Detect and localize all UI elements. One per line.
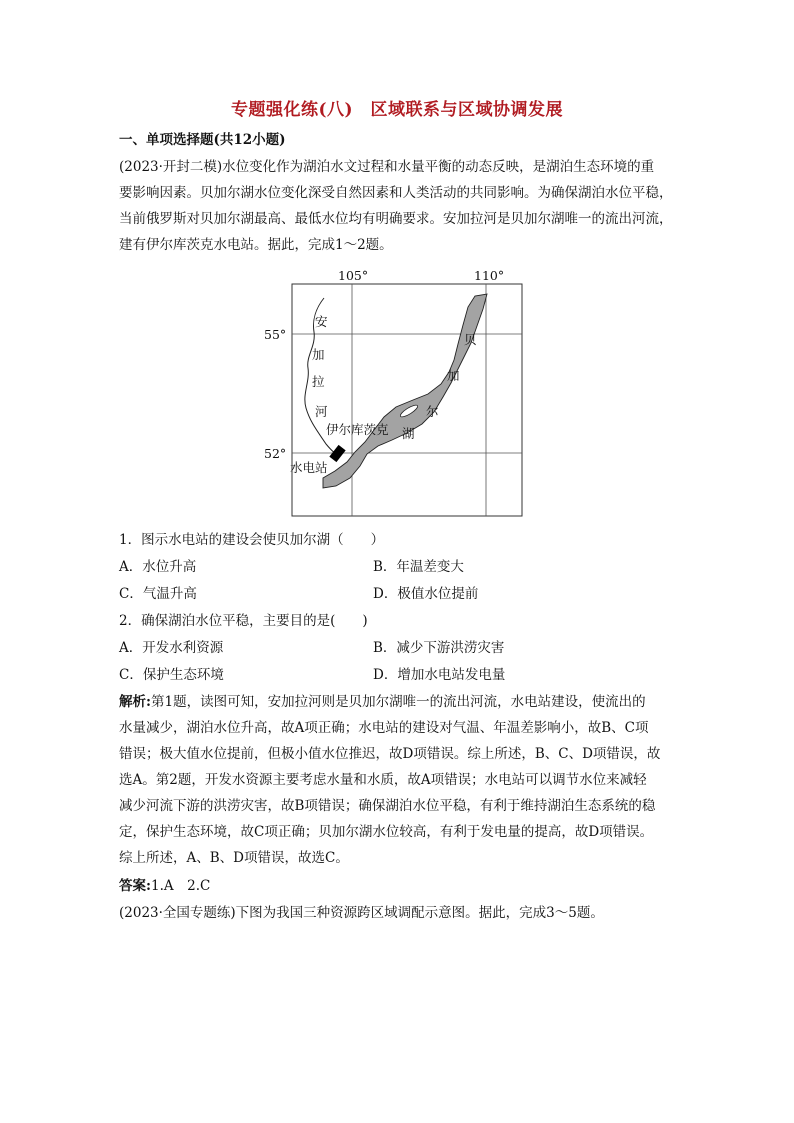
analysis-line: 减少河流下游的洪涝灾害，故B项错误；确保湖泊水位平稳，有利于维持湖泊生态系统的稳 xyxy=(119,798,656,814)
intro-line: 建有伊尔库茨克水电站。据此，完成1～2题。 xyxy=(119,237,393,253)
intro-2: (2023·全国专题练)下图为我国三种资源跨区域调配示意图。据此，完成3～5题。 xyxy=(119,905,604,921)
intro-line: 当前俄罗斯对贝加尔湖最高、最低水位均有明确要求。安加拉河是贝加尔湖唯一的流出河流， xyxy=(119,211,673,227)
analysis-line xyxy=(119,692,699,712)
river-name-char: 安 xyxy=(315,314,328,329)
lake-name-char: 尔 xyxy=(426,404,439,419)
question-1-option-d: D．极值水位提前 xyxy=(373,586,479,602)
lat-label: 55° xyxy=(264,327,287,342)
analysis-line: 选A。第2题，开发水资源主要考虑水量和水质，故A项错误；水电站可以调节水位来减轻 xyxy=(119,772,647,788)
lake-name-char: 加 xyxy=(447,368,460,383)
question-2-option-a: A．开发水利资源 xyxy=(119,640,224,656)
question-1-option-c: C．气温升高 xyxy=(119,586,197,602)
question-1-option-a: A．水位升高 xyxy=(119,559,197,575)
analysis-label: 解析: xyxy=(119,694,151,710)
intro-line: (2023·开封二模)水位变化作为湖泊水文过程和水量平衡的动态反映，是湖泊生态环境的重 xyxy=(119,159,655,175)
answer-label: 答案: xyxy=(119,878,151,894)
lon-label: 110° xyxy=(474,268,505,283)
page-title: 专题强化练(八) 区域联系与区域协调发展 xyxy=(230,100,564,120)
river-name-char: 拉 xyxy=(312,374,325,389)
answer-value: 1.A 2.C xyxy=(150,878,211,894)
analysis-text: 第1题，读图可知，安加拉河则是贝加尔湖唯一的流出河流，水电站建设，使流出的 xyxy=(150,694,646,710)
analysis-line: 综上所述，A、B、D项错误，故选C。 xyxy=(119,850,349,866)
question-2-option-d: D．增加水电站发电量 xyxy=(373,667,506,683)
lat-label: 52° xyxy=(264,446,287,461)
lon-label: 105° xyxy=(338,268,369,283)
river-name-char: 加 xyxy=(312,347,325,362)
section-heading: 一、单项选择题(共12小题) xyxy=(119,132,286,148)
lake-name-char: 湖 xyxy=(402,426,415,441)
answer-line xyxy=(119,876,699,896)
analysis-line: 错误；极大值水位提前，但极小值水位推迟，故D项错误。综上所述，B、C、D项错误，故 xyxy=(119,746,661,762)
question-2-stem: 2．确保湖泊水位平稳，主要目的是( ) xyxy=(119,613,368,629)
question-2-option-b: B．减少下游洪涝灾害 xyxy=(373,640,505,656)
analysis-line: 定，保护生态环境，故C项正确；贝加尔湖水位较高，有利于发电量的提高，故D项错误。 xyxy=(119,824,654,840)
analysis-line: 水量减少，湖泊水位升高，故A项正确；水电站的建设对气温、年温差影响小，故B、C项 xyxy=(119,720,649,736)
intro-line: 要影响因素。贝加尔湖水位变化深受自然因素和人类活动的共同影响。为确保湖泊水位平稳， xyxy=(119,185,673,201)
lake-name-char: 贝 xyxy=(464,332,477,347)
question-2-option-c: C．保护生态环境 xyxy=(119,667,224,683)
station-label: 水电站 xyxy=(290,460,328,475)
question-1-option-b: B．年温差变大 xyxy=(373,559,464,575)
river-name-char: 河 xyxy=(315,404,328,419)
lake-baikal-map xyxy=(264,262,530,520)
question-1-stem: 1．图示水电站的建设会使贝加尔湖（ ） xyxy=(119,532,385,548)
lake-baikal-shape xyxy=(323,294,487,488)
power-station-marker xyxy=(329,445,345,462)
city-label: 伊尔库茨克 xyxy=(326,422,389,437)
